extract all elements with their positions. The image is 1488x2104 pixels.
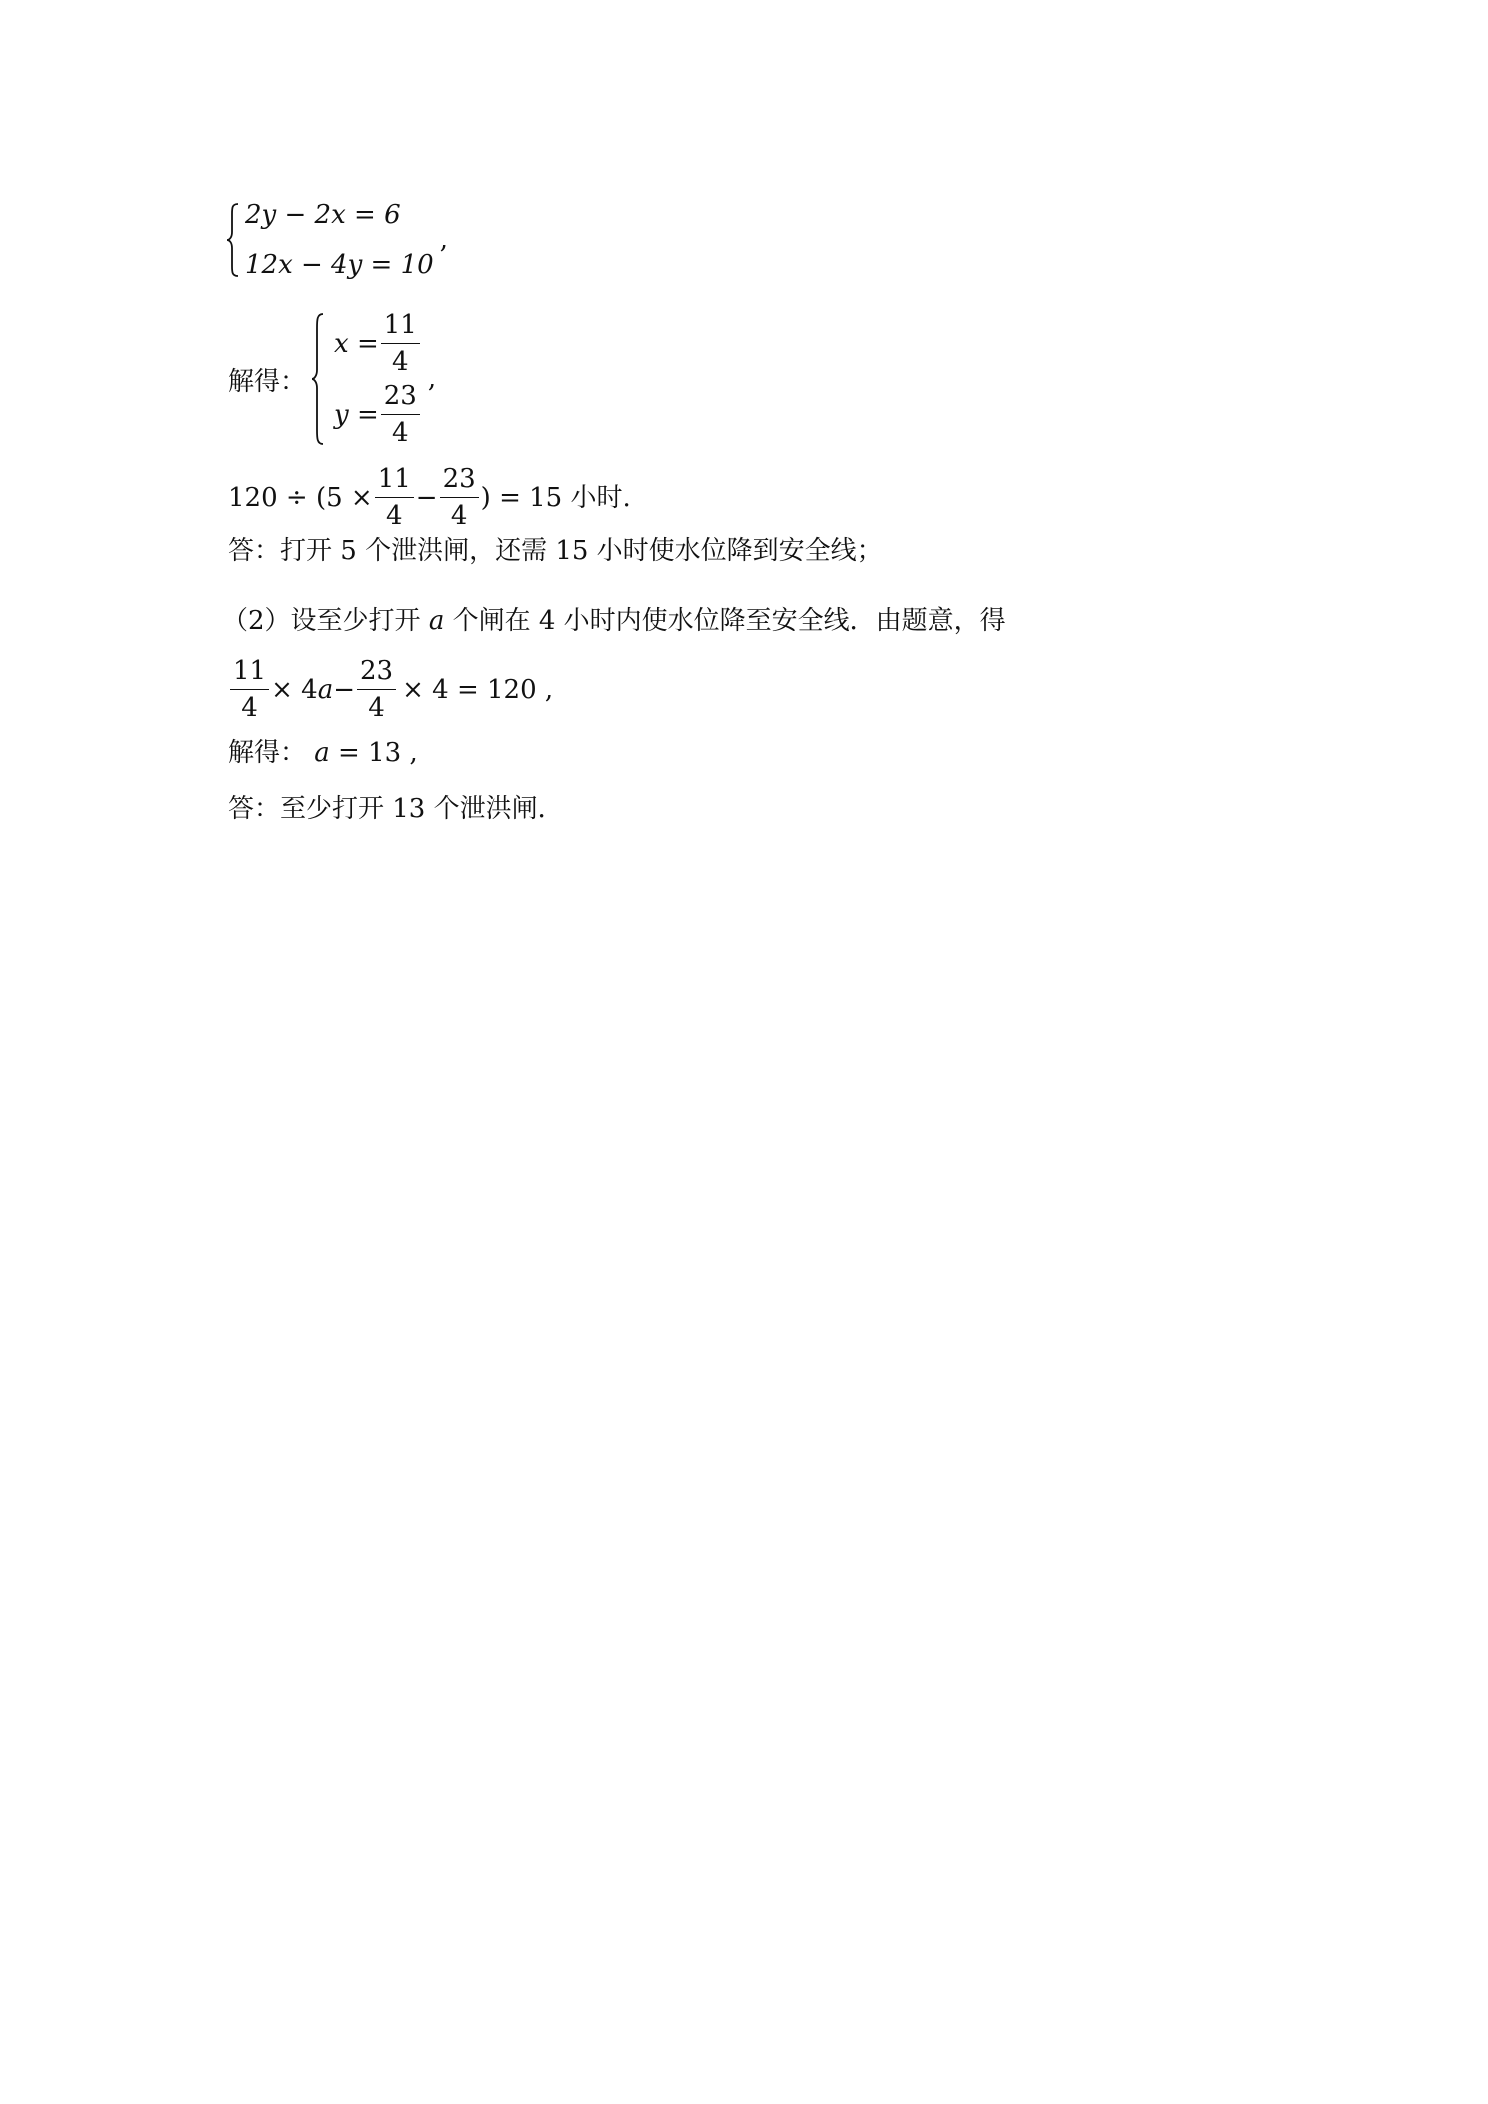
variable-a: a: [317, 674, 334, 705]
x-lhs: x =: [334, 328, 379, 359]
fraction-11-4: [375, 466, 414, 529]
y-solution: [334, 383, 422, 446]
denominator: 4: [450, 501, 468, 531]
numerator: 11: [383, 310, 417, 340]
part-2-text-a: （2）设至少打开: [222, 606, 429, 636]
x-solution: [334, 312, 422, 375]
equation-2: 12x − 4y = 10: [245, 250, 434, 280]
solution-2-label: 解得：: [228, 738, 307, 768]
left-brace-icon: [225, 202, 241, 278]
answer-1: 答：打开 5 个泄洪闸，还需 15 小时使水位降到安全线；: [228, 536, 883, 566]
solution-2-rest: = 13 ,: [329, 738, 418, 768]
part-2-intro: [222, 608, 1006, 634]
calc-suffix: ) = 15 小时.: [480, 482, 631, 513]
minus-sign: −: [415, 482, 438, 513]
variable-a: a: [314, 738, 330, 768]
part-2-text-b: 个闸在 4 小时内使水位降至安全线．由题意，得: [444, 606, 1006, 636]
fraction-bar: [381, 414, 420, 415]
numerator: 23: [383, 381, 417, 411]
denominator: 4: [241, 693, 258, 723]
fraction-bar: [230, 689, 269, 690]
eq2-mid: × 4: [271, 674, 318, 705]
solution-1: [228, 312, 436, 446]
denominator: 4: [392, 418, 409, 448]
fraction-11-4: [230, 658, 269, 721]
calc-prefix: 120 ÷ (5 ×: [228, 482, 373, 513]
denominator: 4: [392, 347, 409, 377]
equation-system-1: [225, 202, 448, 278]
calculation-line: [228, 466, 631, 529]
y-lhs: y =: [334, 399, 379, 430]
trailing-comma: ,: [439, 225, 448, 255]
minus-sign: −: [333, 674, 355, 705]
fraction-23-4: [381, 383, 420, 446]
left-brace-icon: [310, 312, 326, 446]
denominator: 4: [385, 501, 403, 531]
solution-rows: [334, 312, 422, 446]
eq2-tail: × 4 = 120 ,: [402, 674, 554, 705]
fraction-23-4: [440, 466, 479, 529]
equation-rows: [245, 202, 434, 278]
numerator: 11: [233, 656, 267, 686]
numerator: 23: [360, 656, 394, 686]
numerator: 23: [442, 464, 476, 494]
numerator: 11: [377, 464, 411, 494]
solution-2: [228, 740, 418, 766]
equation-1: 2y − 2x = 6: [245, 200, 401, 230]
fraction-bar: [440, 497, 479, 498]
fraction-bar: [375, 497, 414, 498]
answer-2: 答：至少打开 13 个泄洪闸．: [228, 794, 564, 824]
fraction-11-4: [381, 312, 420, 375]
equation-part-2: [228, 658, 553, 721]
trailing-comma: ,: [427, 364, 437, 394]
denominator: 4: [368, 693, 385, 723]
variable-a: a: [428, 606, 445, 636]
fraction-23-4: [357, 658, 396, 721]
solution-label: 解得：: [228, 366, 307, 397]
fraction-bar: [357, 689, 396, 690]
fraction-bar: [381, 343, 420, 344]
